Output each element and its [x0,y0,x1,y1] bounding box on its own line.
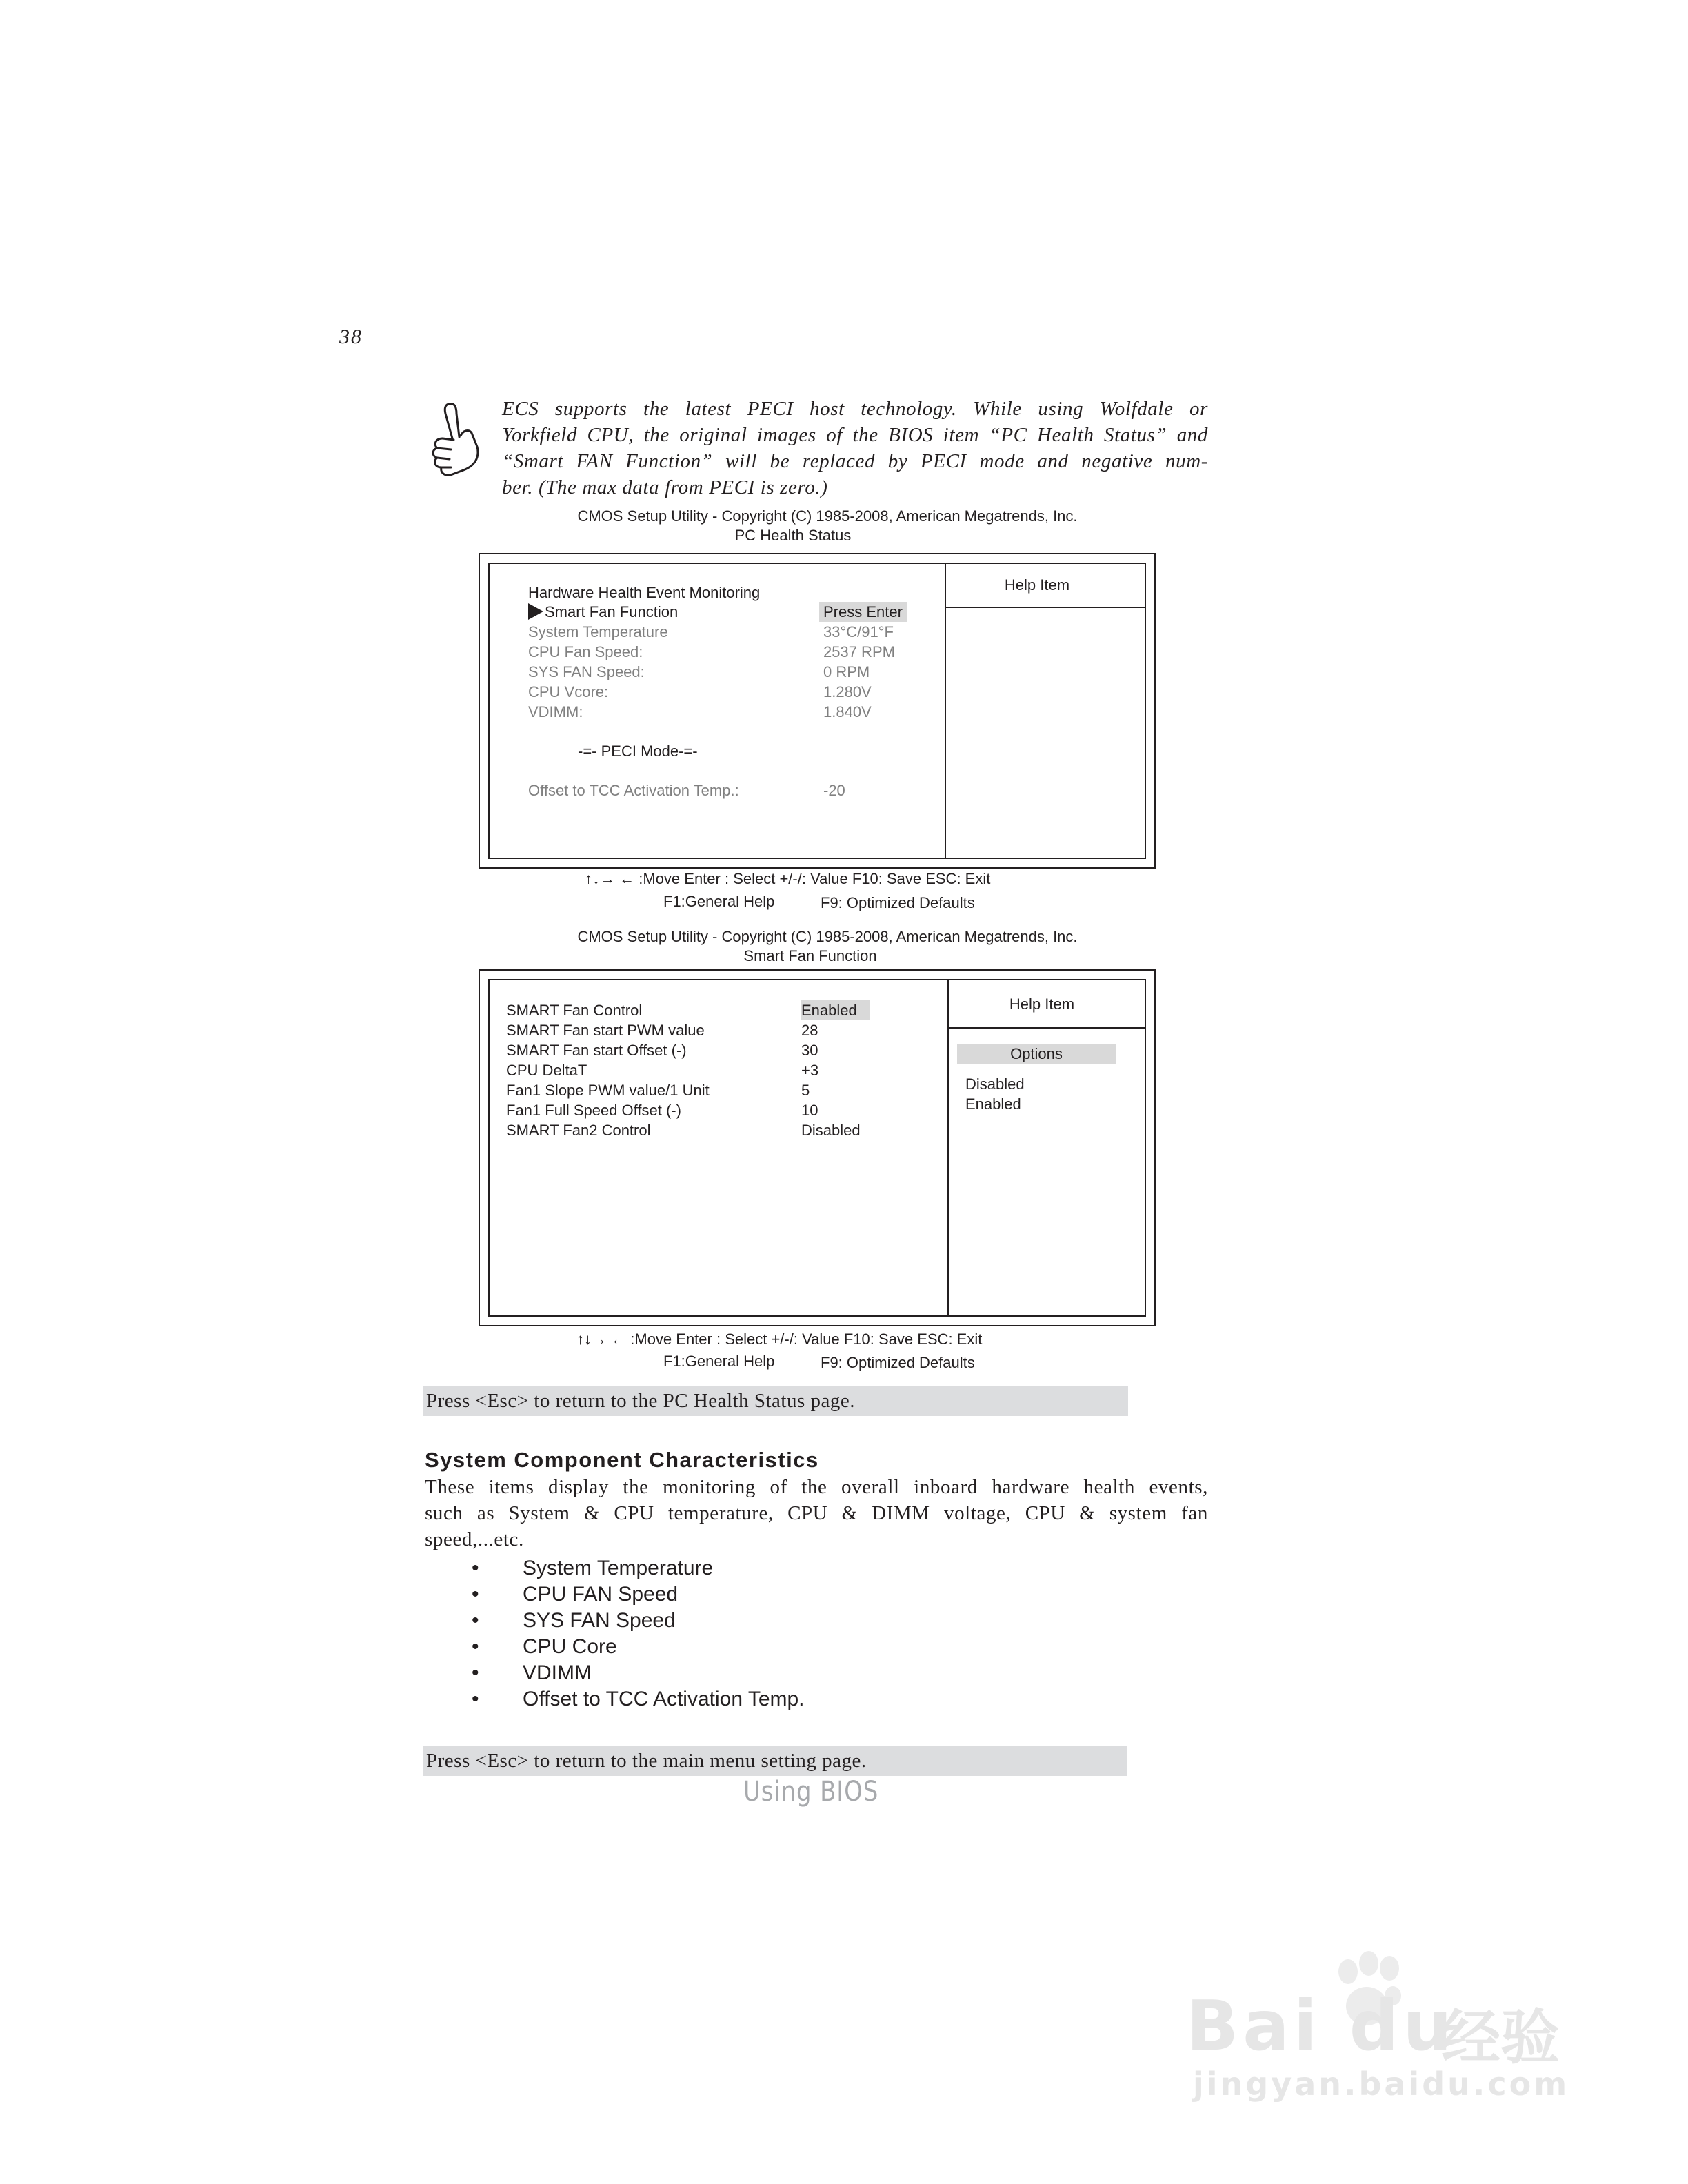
note-line: “Smart FAN Function” will be replaced by PECI mode and negative num- [502,450,1208,472]
hardware-monitoring-heading: Hardware Health Event Monitoring [528,584,761,601]
options-header: Options [957,1044,1116,1064]
baidu-brand-text: Bai du [1186,1985,1456,2066]
cpu-vcore-value: 1.280V [823,683,872,700]
list-item-text: VDIMM [523,1661,592,1684]
smart-fan-control-label[interactable]: SMART Fan Control [506,1002,643,1019]
peci-note [502,396,1208,501]
list-item-text: System Temperature [523,1557,714,1579]
paragraph-line: such as System & CPU temperature, CPU & DIMM voltage, CPU & system fan [425,1502,1208,1524]
list-item-text: CPU FAN Speed [523,1583,679,1606]
paragraph-line: speed,...etc. [425,1528,524,1550]
smart-fan2-control-value[interactable]: Disabled [801,1122,861,1139]
peci-mode-heading: -=- PECI Mode-=- [578,742,698,760]
key-legend-line1: :Move Enter : Select +/-/: Value F10: Save ESC: Exit [639,870,991,887]
screen2-divider [947,979,949,1317]
component-list [425,1555,1114,1712]
bullet-icon: • [472,1661,479,1684]
vdimm-label: VDIMM: [528,703,583,720]
baidu-url-text: jingyan.baidu.com [1193,2065,1570,2103]
list-item [425,1608,1114,1634]
option-disabled[interactable]: Disabled [965,1075,1025,1093]
screen2-caption-title: CMOS Setup Utility - Copyright (C) 1985-2008, American Megatrends, Inc. [577,928,1078,945]
sys-fan-speed-label: SYS FAN Speed: [528,663,645,680]
bullet-icon: • [472,1583,479,1606]
fan-start-pwm-label[interactable]: SMART Fan start PWM value [506,1022,705,1039]
key-legend-line1: :Move Enter : Select +/-/: Value F10: Save ESC: Exit [630,1331,983,1348]
list-item [425,1660,1114,1686]
system-temperature-value: 33°C/91°F [823,623,894,640]
optimized-defaults-key: F9: Optimized Defaults [821,894,975,911]
cpu-deltat-label[interactable]: CPU DeltaT [506,1062,587,1079]
bullet-icon: • [472,1609,479,1632]
smart-fan2-control-label[interactable]: SMART Fan2 Control [506,1122,651,1139]
fan1-full-speed-offset-value[interactable]: 10 [801,1102,818,1119]
tcc-offset-value: -20 [823,782,845,799]
system-temperature-label: System Temperature [528,623,668,640]
bullet-icon: • [472,1557,479,1579]
smart-fan-function-item[interactable] [528,602,678,622]
bullet-icon: • [472,1688,479,1710]
page-footer: Using BIOS [743,1776,879,1808]
cpu-fan-speed-label: CPU Fan Speed: [528,643,643,660]
list-item [425,1686,1114,1712]
fan-start-pwm-value[interactable]: 28 [801,1022,818,1039]
cpu-fan-speed-value: 2537 RPM [823,643,895,660]
fan1-slope-value[interactable]: 5 [801,1082,810,1099]
paragraph-line: These items display the monitoring of the overall inboard hardware health events, [425,1476,1208,1498]
screen2-key-legend [576,1331,982,1348]
screen1-caption-subtitle: PC Health Status [734,527,852,544]
screen2-caption-subtitle: Smart Fan Function [743,947,877,964]
fan-start-offset-label[interactable]: SMART Fan start Offset (-) [506,1042,687,1059]
note-line: ber. (The max data from PECI is zero.) [502,476,828,498]
screen1-key-legend [585,870,990,888]
press-enter-value[interactable]: Press Enter [819,602,907,622]
list-item-text: SYS FAN Speed [523,1609,676,1632]
smart-fan-control-value[interactable]: Enabled [801,1000,870,1020]
arrow-keys-icon: ↑↓→ ← [585,870,635,887]
fan-start-offset-value[interactable]: 30 [801,1042,818,1059]
baidu-watermark [1186,1930,1572,2103]
section-paragraph [425,1474,1208,1553]
screen2-help-separator [949,1027,1145,1029]
tcc-offset-label: Offset to TCC Activation Temp.: [528,782,739,799]
note-line: Yorkfield CPU, the original images of the BIOS item “PC Health Status” and [502,424,1208,446]
esc-note-pc-health: Press <Esc> to return to the PC Health Status page. [423,1386,1128,1416]
screen1-help-title: Help Item [1004,576,1070,594]
screen1-caption-title: CMOS Setup Utility - Copyright (C) 1985-2008, American Megatrends, Inc. [577,507,1078,525]
sys-fan-speed-value: 0 RPM [823,663,870,680]
list-item-text: CPU Core [523,1635,617,1658]
list-item [425,1581,1114,1608]
esc-note-main-menu: Press <Esc> to return to the main menu setting page. [423,1746,1127,1776]
vdimm-value: 1.840V [823,703,872,720]
screen2-help-title: Help Item [1009,995,1075,1013]
general-help-key: F1:General Help [663,893,775,910]
fan1-slope-label[interactable]: Fan1 Slope PWM value/1 Unit [506,1082,710,1099]
arrow-keys-icon: ↑↓→ ← [576,1331,627,1348]
note-line: ECS supports the latest PECI host technology. While using Wolfdale or [502,398,1208,420]
list-item-text: Offset to TCC Activation Temp. [523,1688,805,1710]
smart-fan-function-label: Smart Fan Function [545,603,679,620]
optimized-defaults-key: F9: Optimized Defaults [821,1354,975,1371]
bullet-icon: • [472,1635,479,1658]
list-item [425,1634,1114,1660]
option-enabled[interactable]: Enabled [965,1095,1021,1113]
section-title: System Component Characteristics [425,1448,819,1472]
cpu-deltat-value[interactable]: +3 [801,1062,819,1079]
general-help-key: F1:General Help [663,1353,775,1370]
list-item [425,1555,1114,1581]
fan1-full-speed-offset-label[interactable]: Fan1 Full Speed Offset (-) [506,1102,681,1119]
pointing-hand-icon [422,398,491,484]
baidu-cn-text: 经验 [1441,2003,1560,2072]
cpu-vcore-label: CPU Vcore: [528,683,609,700]
submenu-arrow-icon [528,603,543,620]
page-number: 38 [339,325,363,348]
screen1-help-separator [946,607,1145,608]
